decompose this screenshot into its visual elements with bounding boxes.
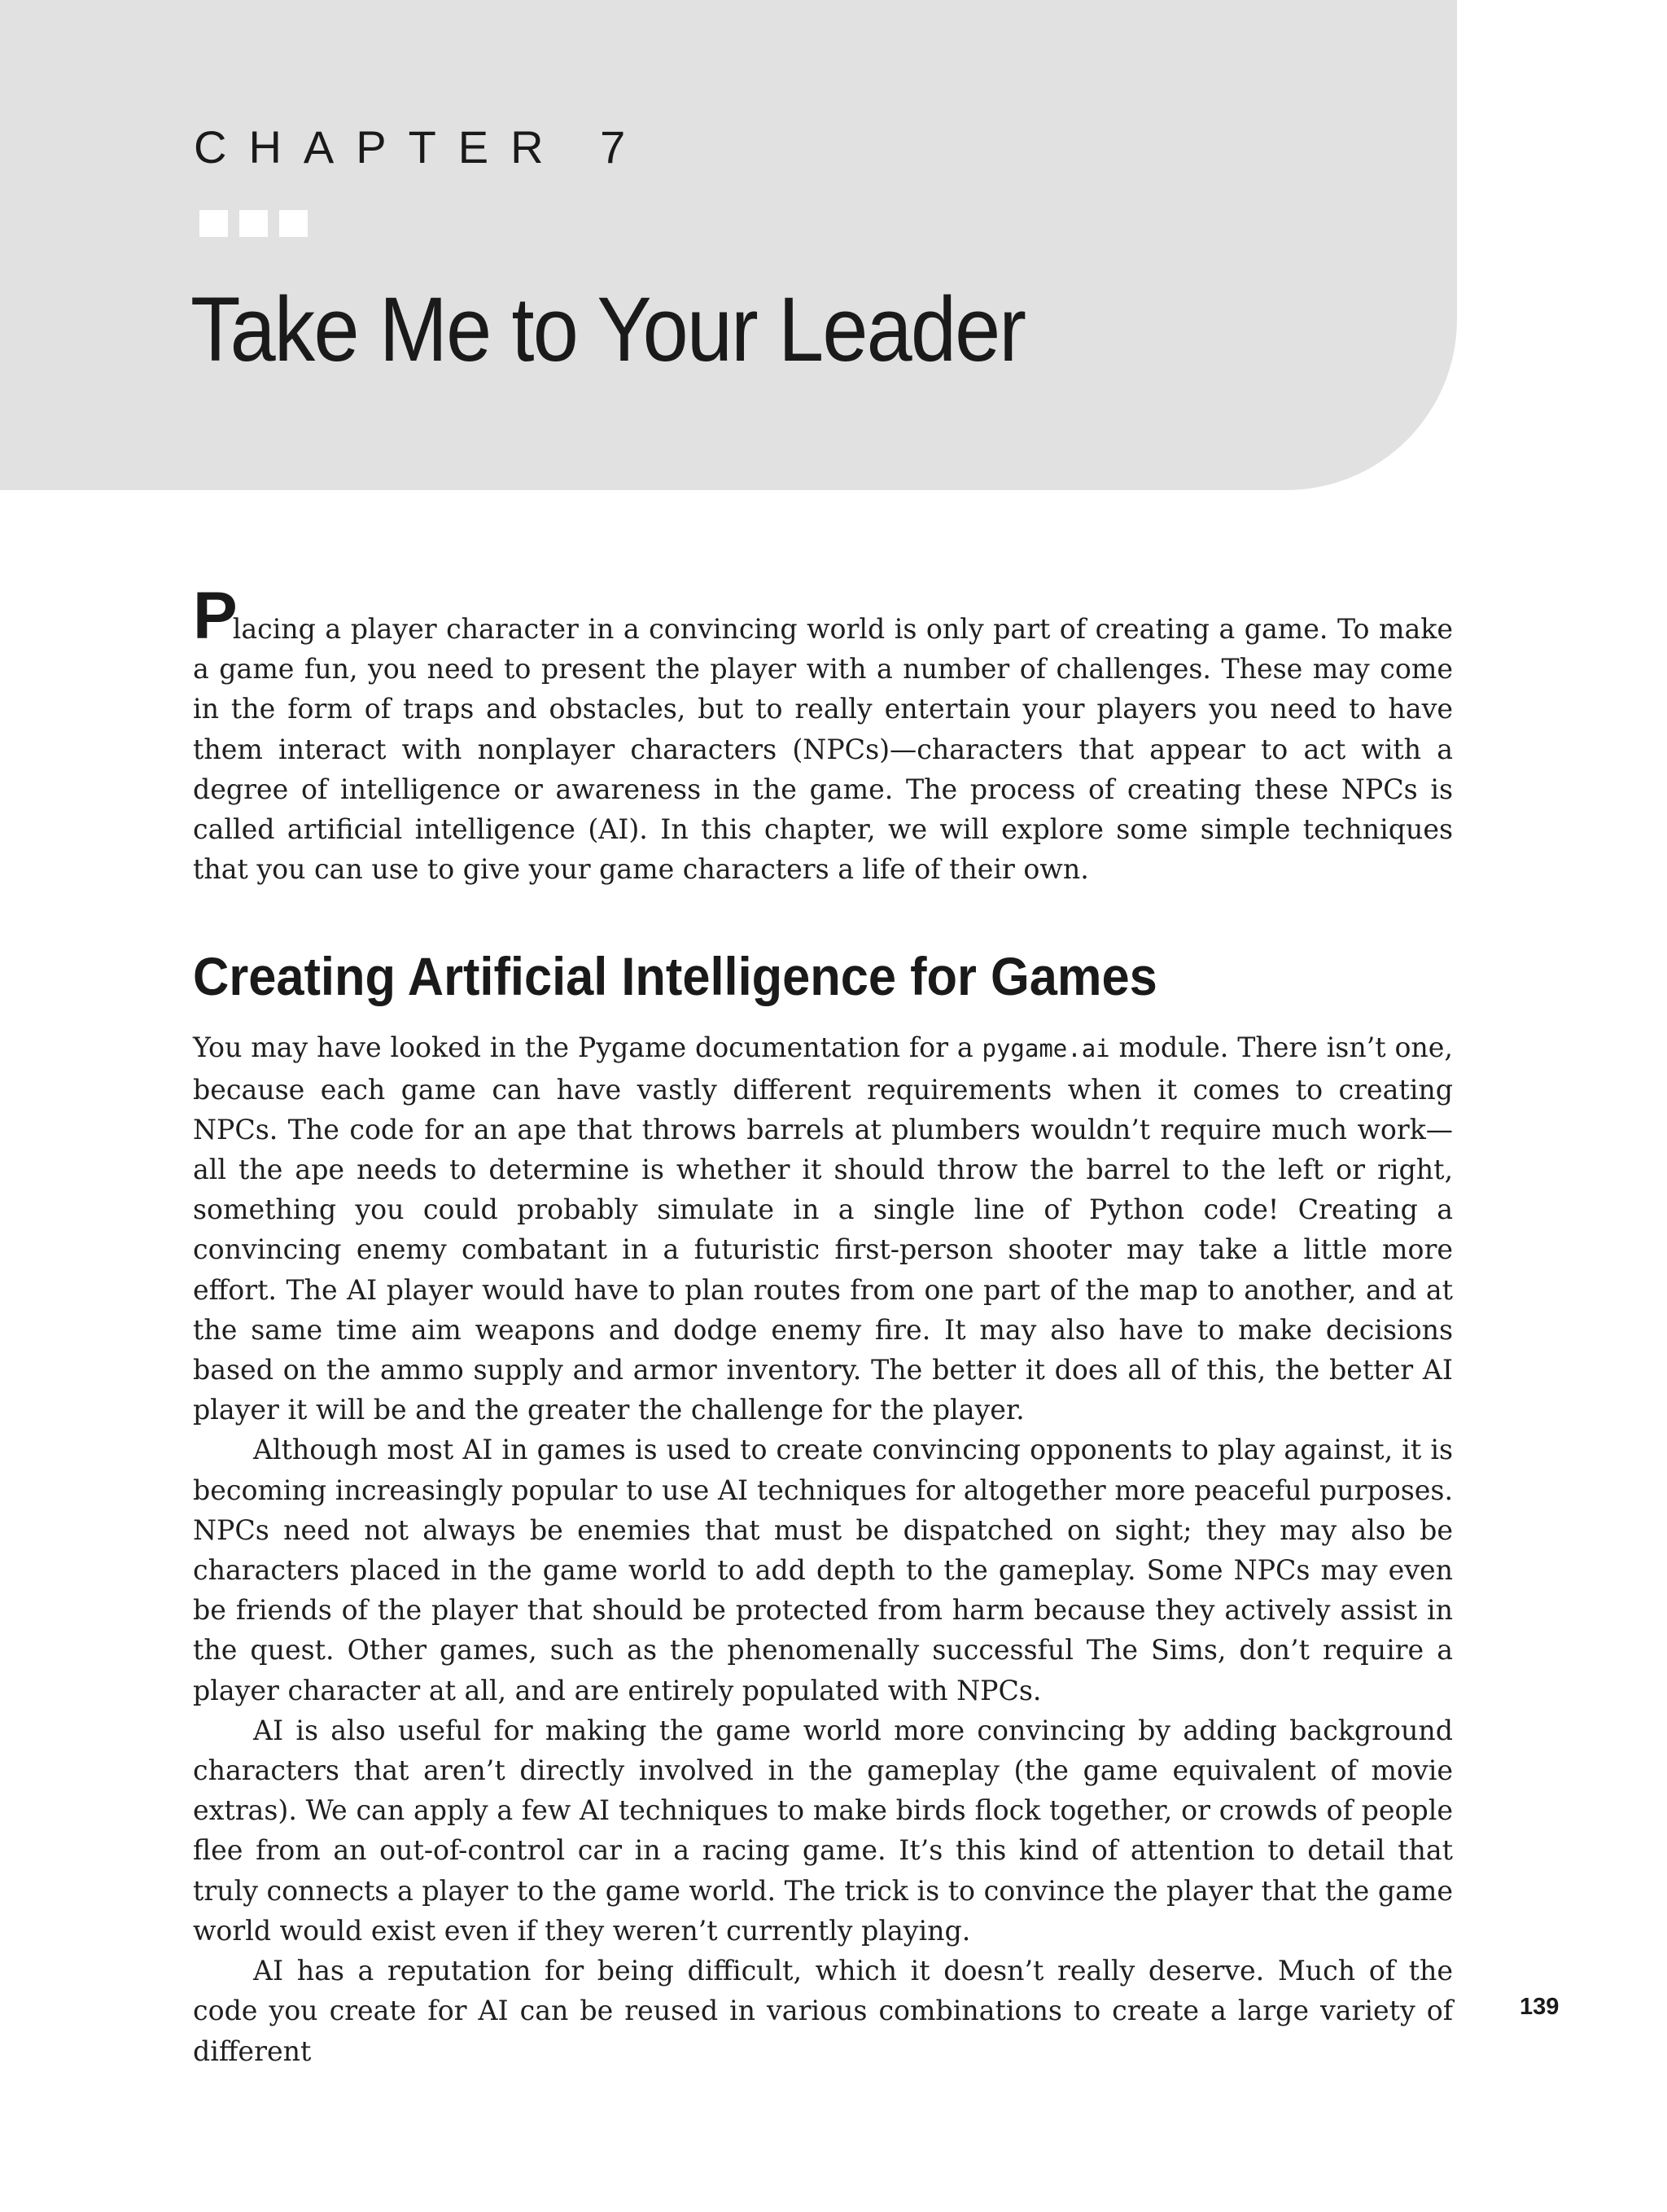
body-paragraph-3: AI is also useful for making the game world more convincing by adding background characters that aren’t directly involved in the gameplay (the game equivalent of movie extras). We can apply a few AI techniques to make birds flock together, or crowds of people flee from an out-of-control car in a racing game. It’s this kind of attention to detail that truly connects a player to the game world. The trick is to convince the player that the game world would exist even if they weren’t currently playing. xyxy=(193,1714,1453,1947)
ornament-square xyxy=(239,210,268,237)
chapter-header-band xyxy=(0,0,1457,490)
chapter-title: Take Me to Your Leader xyxy=(190,278,1026,380)
page-body xyxy=(193,579,1453,2071)
chapter-ornament-squares xyxy=(199,210,308,237)
intro-text: lacing a player character in a convincing world is only part of creating a game. To make a game fun, you need to present the player with a number of challenges. These may come in the form of traps and obstacles, but to really entertain your players you need to have them interact with nonplayer characters (NPCs)—characters that appear to act with a degree of intelligence or awareness in the game. The process of creating these NPCs is called artificial intelligence (AI). In this chapter, we will explore some simple techniques that you can use to give your game characters a life of their own. xyxy=(193,613,1453,886)
body-paragraph-4: AI has a reputation for being difficult, which it doesn’t really deserve. Much of the code you create for AI can be reused in various combinations to create a large variety of different xyxy=(193,1955,1453,2067)
body-paragraph-1 xyxy=(193,1027,1453,1430)
drop-cap: P xyxy=(193,579,233,653)
intro-paragraph xyxy=(193,579,1453,889)
page-number: 139 xyxy=(1520,1994,1560,2020)
inline-code: pygame.ai xyxy=(982,1035,1110,1063)
section-heading: Creating Artificial Intelligence for Games xyxy=(193,946,1157,1007)
paragraph-text: module. There isn’t one, because each game can have vastly different requirements when it comes to creating NPCs. The code for an ape that throws barrels at plumbers wouldn’t require much work—all the ape needs to determine is whether it should throw the barrel to the left or right, something you could probably simulate in a single line of Python code! Creating a convincing enemy combatant in a futuristic first-person shooter may take a little more effort. The AI player would have to plan routes from one part of the map to another, and at the same time aim weapons and dodge enemy fire. It may also have to make decisions based on the ammo supply and armor inventory. The better it does all of this, the better AI player it will be and the greater the challenge for the player. xyxy=(193,1032,1453,1426)
paragraph-text: You may have looked in the Pygame documentation for a xyxy=(193,1032,982,1064)
body-paragraph-2: Although most AI in games is used to create convincing opponents to play against, it is becoming increasingly popular to use AI techniques for altogether more peaceful purposes. NPCs need not always be enemies that must be dispatched on sight; they may also be characters placed in the game world to add depth to the gameplay. Some NPCs may even be friends of the player that should be protected from harm because they actively assist in the quest. Other games, such as the phenomenally successful The Sims, don’t require a player character at all, and are entirely populated with NPCs. xyxy=(193,1434,1453,1706)
chapter-label: CHAPTER 7 xyxy=(194,121,648,173)
ornament-square xyxy=(279,210,308,237)
ornament-square xyxy=(199,210,228,237)
